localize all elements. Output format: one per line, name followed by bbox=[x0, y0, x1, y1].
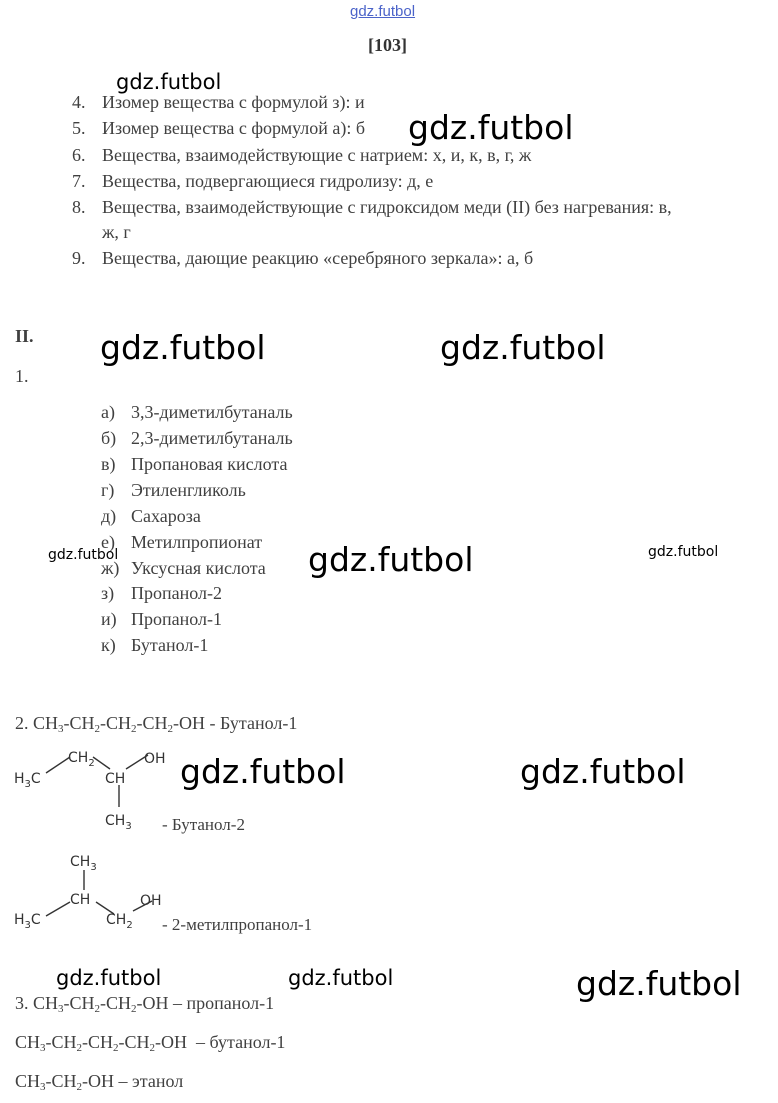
list-item: б) 2,3-диметилбутаналь bbox=[101, 428, 293, 448]
svg-text:CH: CH bbox=[105, 771, 126, 787]
formula-butanol-1: 2. $CH_3-CH_2-CH_2-CH_2-OH$ - Бутанол-1 bbox=[15, 713, 298, 735]
watermark: gdz.futbol bbox=[100, 328, 266, 367]
name-butanol-2: - Бутанол-2 bbox=[162, 815, 245, 834]
watermark: gdz.futbol bbox=[180, 752, 346, 791]
watermark: gdz.futbol bbox=[308, 540, 474, 579]
task-number: 1. bbox=[15, 366, 29, 386]
structure-butanol-2 bbox=[10, 745, 180, 835]
name-2-methylpropanol-1: - 2-метилпропанол-1 bbox=[162, 915, 313, 934]
list-item: 7. Вещества, подвергающиеся гидролизу: д, е bbox=[72, 171, 434, 191]
structure-2-methylpropanol-1 bbox=[10, 848, 180, 936]
watermark: gdz.futbol bbox=[648, 544, 719, 560]
svg-text:CH3: $CH_3$ bbox=[105, 813, 132, 832]
list-item: ж) Уксусная кислота bbox=[101, 558, 266, 578]
list-item: к) Бутанол-1 bbox=[101, 635, 209, 655]
list-item: 5. Изомер вещества с формулой а): б bbox=[72, 118, 366, 138]
list-item-continuation: ж, г bbox=[102, 222, 131, 242]
formula-propanol-1: 3. $CH_3-CH_2-CH_2-OH$ – пропанол-1 bbox=[15, 993, 275, 1015]
list-item: г) Этиленгликоль bbox=[101, 480, 246, 500]
watermark: gdz.futbol bbox=[116, 70, 222, 94]
list-item: 9. Вещества, дающие реакцию «серебряного зеркала»: а, б bbox=[72, 248, 534, 268]
list-item: а) 3,3-диметилбутаналь bbox=[101, 402, 293, 422]
formula-butanol-1-b: $CH_3-CH_2-CH_2-CH_2-OH$ – бутанол-1 bbox=[15, 1032, 286, 1054]
svg-text:OH: OH bbox=[144, 751, 166, 767]
section-title: II. bbox=[15, 326, 34, 346]
svg-text:CH3: $CH_3$ bbox=[70, 854, 97, 873]
watermark: gdz.futbol bbox=[408, 108, 574, 147]
list-item: е) Метилпропионат bbox=[101, 532, 263, 552]
list-item: д) Сахароза bbox=[101, 506, 201, 526]
formula-ethanol: $CH_3-CH_2-OH$ – этанол bbox=[15, 1071, 184, 1093]
list-item: 8. Вещества, взаимодействующие с гидроксидом меди (II) без нагревания: в, bbox=[72, 197, 672, 217]
svg-text:CH2: $CH_2$ bbox=[68, 750, 95, 769]
page-number: [103] bbox=[368, 35, 407, 55]
svg-text:OH: OH bbox=[140, 893, 162, 909]
watermark: gdz.futbol bbox=[48, 547, 119, 563]
list-item: 6. Вещества, взаимодействующие с натрием: х, и, к, в, г, ж bbox=[72, 145, 532, 165]
list-item: и) Пропанол-1 bbox=[101, 609, 222, 629]
watermark: gdz.futbol bbox=[520, 752, 686, 791]
svg-text:CH: CH bbox=[70, 892, 91, 908]
svg-text:CH2: $CH_2$ bbox=[106, 912, 133, 931]
svg-text:H3C: $H_3C$ bbox=[14, 771, 41, 790]
list-item: в) Пропановая кислота bbox=[101, 454, 288, 474]
list-item: 4. Изомер вещества с формулой з): и bbox=[72, 92, 365, 112]
watermark: gdz.futbol bbox=[576, 964, 742, 1003]
watermark: gdz.futbol bbox=[288, 966, 394, 990]
list-item: з) Пропанол-2 bbox=[101, 583, 222, 603]
svg-text:H3C: $H_3C$ bbox=[14, 912, 41, 931]
watermark: gdz.futbol bbox=[56, 966, 162, 990]
watermark: gdz.futbol bbox=[440, 328, 606, 367]
site-link[interactable]: gdz.futbol bbox=[350, 3, 416, 20]
